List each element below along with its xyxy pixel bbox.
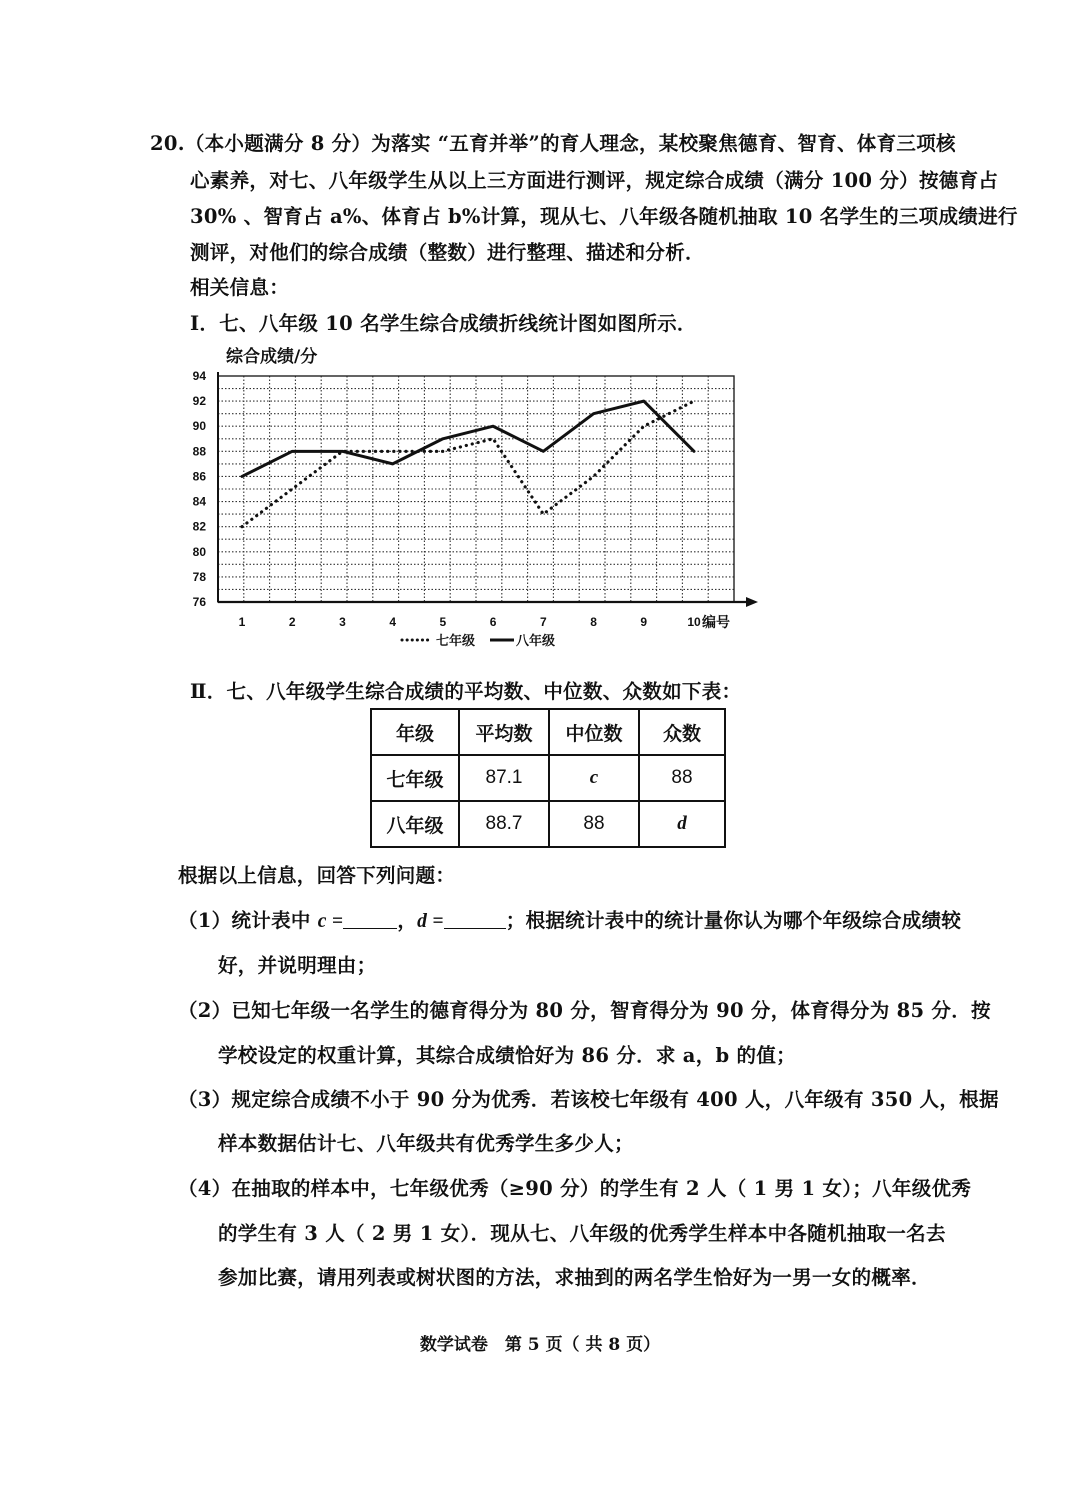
q4-line-1: （4）在抽取的样本中，七年级优秀（≥90 分）的学生有 2 人（ 1 男 1 女）；八年级优秀 bbox=[178, 1177, 972, 1200]
x-tick-label: 3 bbox=[339, 615, 346, 629]
question-line-4: 测评，对他们的综合成绩（整数）进行整理、描述和分析． bbox=[190, 241, 705, 264]
y-tick-label: 78 bbox=[192, 569, 206, 584]
x-tick-label: 4 bbox=[389, 615, 397, 629]
question-line-3: 30% 、智育占 a%、体育占 b%计算，现从七、八年级各随机抽取 10 名学生的三项成绩进行 bbox=[190, 205, 1018, 228]
page-footer: 数学试卷 第 5 页（ 共 8 页） bbox=[419, 1335, 661, 1355]
table-cell: 87.1 bbox=[459, 755, 549, 801]
y-tick-label: 92 bbox=[192, 394, 206, 409]
x-tick-label: 5 bbox=[439, 615, 447, 629]
question-line-1: 20.（本小题满分 8 分）为落实 “五育并举”的育人理念，某校聚焦德育、智育、体育三项核 bbox=[150, 132, 956, 155]
y-tick-label: 88 bbox=[192, 444, 206, 459]
legend-label: 七年级 bbox=[436, 634, 476, 649]
y-tick-label: 80 bbox=[192, 544, 206, 559]
y-tick-label: 76 bbox=[192, 595, 206, 609]
q3-line-2: 样本数据估计七、八年级共有优秀学生多少人； bbox=[218, 1132, 634, 1155]
table-header: 中位数 bbox=[549, 709, 639, 755]
q1-d-label: d = bbox=[417, 911, 444, 932]
table-cell: c bbox=[549, 755, 639, 801]
x-tick-label: 9 bbox=[640, 615, 648, 629]
q2-line-1: （2）已知七年级一名学生的德育得分为 80 分，智育得分为 90 分，体育得分为 85 分．按 bbox=[178, 999, 991, 1022]
q4-line-3: 参加比赛，请用列表或树状图的方法，求抽到的两名学生恰好为一男一女的概率． bbox=[218, 1266, 931, 1289]
x-axis-label: 编号 bbox=[702, 615, 730, 631]
table-header: 年级 bbox=[371, 709, 459, 755]
q1-sep: ， bbox=[397, 909, 418, 932]
q1-d-blank[interactable] bbox=[444, 910, 506, 929]
question-line-2: 心素养，对七、八年级学生从以上三方面进行测评，规定综合成绩（满分 100 分）按德育占 bbox=[190, 169, 999, 192]
y-tick-label: 94 bbox=[192, 369, 206, 383]
table-cell: 88.7 bbox=[459, 801, 549, 847]
line-chart bbox=[180, 338, 780, 658]
table-header: 平均数 bbox=[459, 709, 549, 755]
x-tick-label: 8 bbox=[590, 615, 597, 629]
q1-rest: ；根据统计表中的统计量你认为哪个年级综合成绩较 bbox=[505, 909, 962, 932]
x-tick-label: 7 bbox=[539, 615, 547, 629]
q2-line-2: 学校设定的权重计算，其综合成绩恰好为 86 分．求 a，b 的值； bbox=[218, 1044, 796, 1067]
table-cell: 八年级 bbox=[371, 801, 459, 847]
x-axis-arrow bbox=[746, 597, 758, 607]
legend-label: 八年级 bbox=[516, 634, 556, 649]
q3-line-1: （3）规定综合成绩不小于 90 分为优秀．若该校七年级有 400 人，八年级有 350 人，根据 bbox=[178, 1088, 999, 1111]
chart-legend bbox=[402, 633, 555, 649]
q1-line-1 bbox=[178, 905, 961, 933]
x-tick-label: 1 bbox=[238, 615, 246, 629]
x-tick-label: 6 bbox=[489, 615, 497, 629]
chart-grid bbox=[218, 376, 734, 602]
q1-line-2: 好，并说明理由； bbox=[218, 954, 377, 977]
section2-heading: Ⅱ．七、八年级学生综合成绩的平均数、中位数、众数如下表： bbox=[190, 680, 742, 703]
stats-table bbox=[370, 708, 726, 848]
table-header: 众数 bbox=[639, 709, 725, 755]
x-tick-label: 2 bbox=[288, 615, 296, 629]
y-tick-label: 82 bbox=[192, 519, 206, 534]
q1-c-blank[interactable] bbox=[343, 910, 397, 929]
x-tick-label: 10 bbox=[687, 615, 701, 629]
table-cell: 88 bbox=[639, 755, 725, 801]
related-info-label: 相关信息： bbox=[190, 276, 290, 299]
section1-heading: Ⅰ．七、八年级 10 名学生综合成绩折线统计图如图所示． bbox=[190, 312, 697, 335]
table-row bbox=[371, 755, 725, 801]
table-cell: 88 bbox=[549, 801, 639, 847]
y-tick-label: 84 bbox=[192, 494, 206, 509]
table-cell: 七年级 bbox=[371, 755, 459, 801]
q4-line-2: 的学生有 3 人（ 2 男 1 女）．现从七、八年级的优秀学生样本中各随机抽取一名去 bbox=[218, 1222, 946, 1245]
q1-c-label: c = bbox=[317, 911, 344, 932]
y-axis-label: 综合成绩/分 bbox=[226, 347, 318, 367]
q1-prefix: （1）统计表中 bbox=[178, 909, 318, 932]
table-row bbox=[371, 801, 725, 847]
y-tick-label: 86 bbox=[192, 469, 206, 484]
questions-intro: 根据以上信息，回答下列问题： bbox=[178, 864, 456, 887]
table-header-row bbox=[371, 709, 725, 755]
table-cell: d bbox=[639, 801, 725, 847]
y-tick-label: 90 bbox=[192, 419, 206, 434]
